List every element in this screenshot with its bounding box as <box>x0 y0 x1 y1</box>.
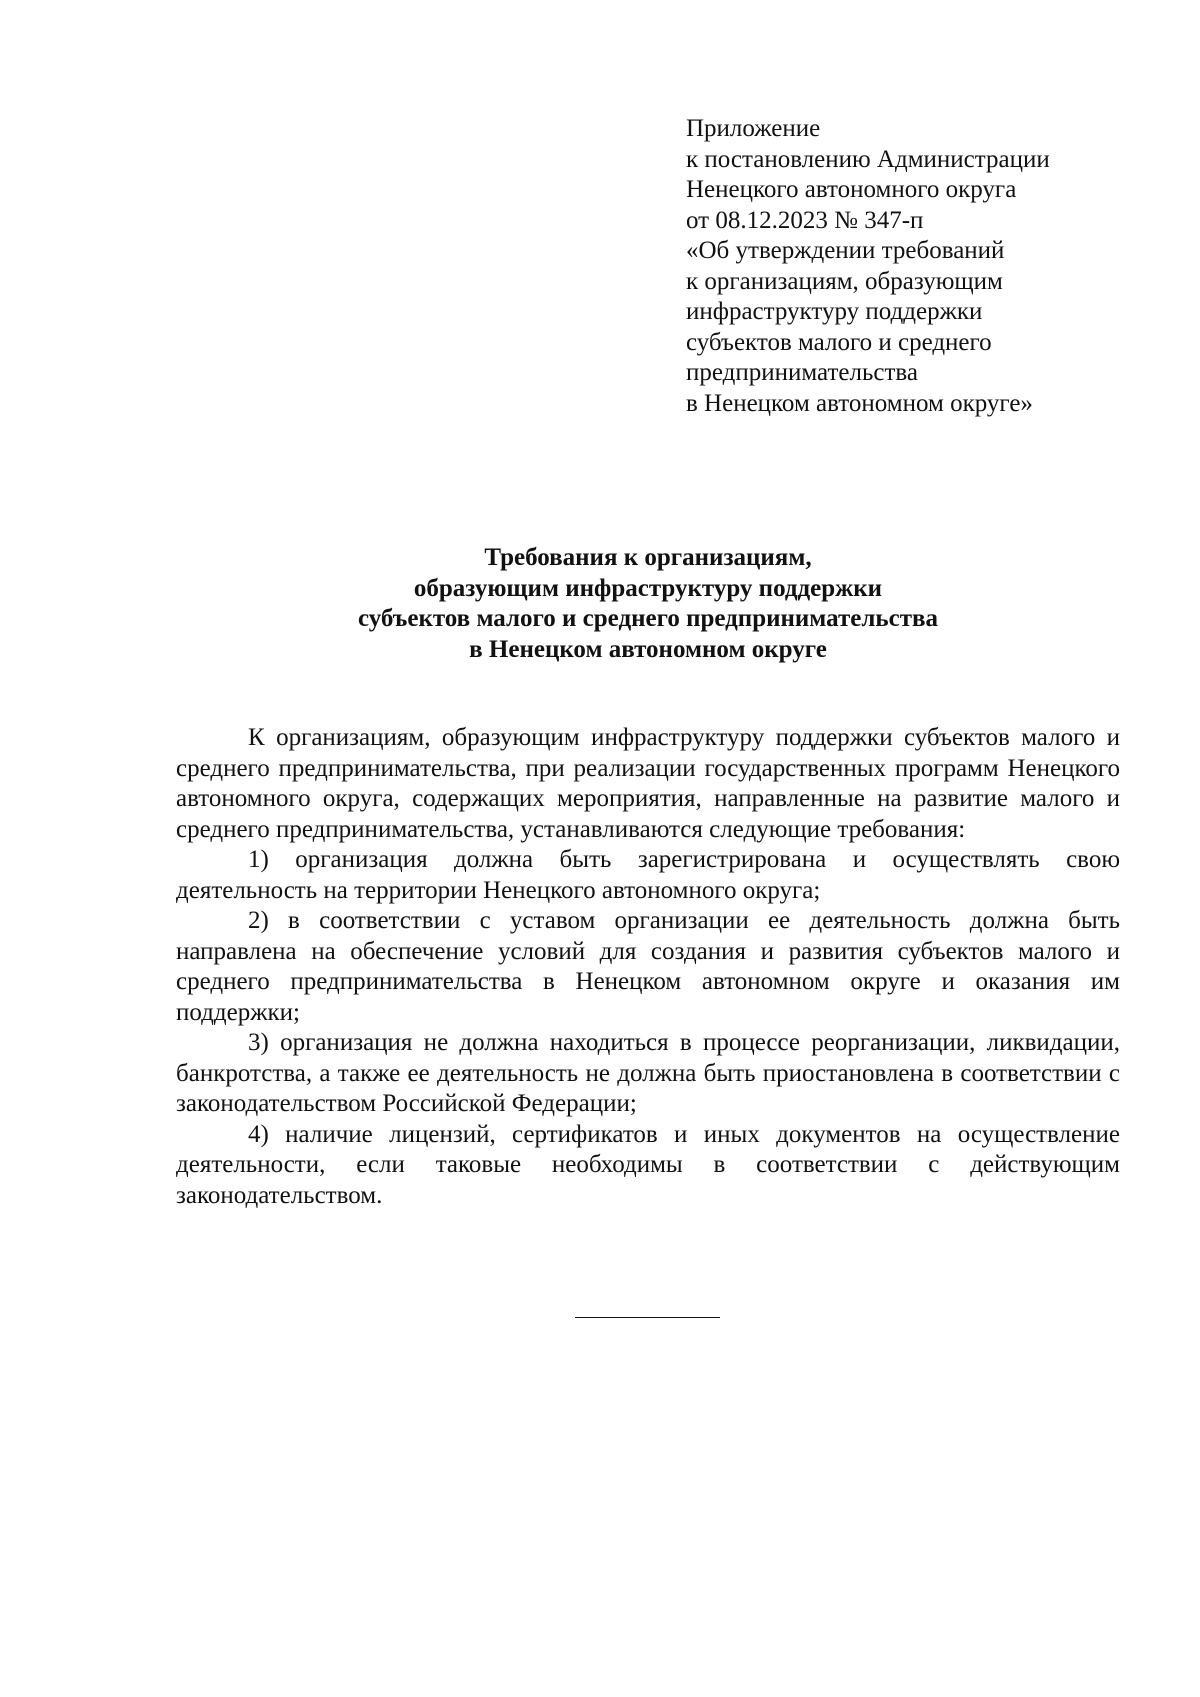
appendix-line: предпринимательства <box>686 359 918 386</box>
title-line: субъектов малого и среднего предпринимательства <box>357 605 939 632</box>
appendix-line: инфраструктуру поддержки <box>686 298 983 325</box>
appendix-line: от 08.12.2023 № 347-п <box>686 206 924 234</box>
appendix-line: субъектов малого и среднего <box>686 328 992 356</box>
requirement-item-4: 4) наличие лицензий, сертификатов и иных документов на осуществление деятельности, если таковые необходимы в соответствии с действующим законодательством. <box>176 1120 1120 1209</box>
appendix-line: Ненецкого автономного округа <box>686 176 1017 203</box>
title-line: Требования к организациям, <box>484 544 812 571</box>
appendix-line: к организациям, образующим <box>686 267 1003 295</box>
intro-paragraph: К организациям, образующим инфраструктуру поддержки субъектов малого и среднего предпринимательства, при реализации государственных программ Ненецкого автономного округа, содержащих мероприятия, направленные на развитие малого и среднего предпринимательства, устанавливаются следующие требования: <box>176 724 1120 843</box>
appendix-block <box>686 114 1166 419</box>
document-title <box>176 543 1120 665</box>
end-separator-line <box>575 1317 720 1318</box>
appendix-line: «Об утверждении требований <box>686 237 1005 264</box>
appendix-line: к постановлению Администрации <box>686 145 1050 173</box>
appendix-line: Приложение <box>686 115 821 142</box>
appendix-line: в Ненецком автономном округе» <box>686 389 1033 417</box>
document-body <box>176 723 1120 1211</box>
title-line: в Ненецком автономном округе <box>469 635 827 663</box>
requirement-item-2: 2) в соответствии с уставом организации ее деятельность должна быть направлена на обеспечение условий для создания и развития субъектов малого и среднего предпринимательства в Ненецком автономном округе и оказания им поддержки; <box>176 907 1120 1026</box>
requirement-item-1: 1) организация должна быть зарегистрирована и осуществлять свою деятельность на территории Ненецкого автономного округа; <box>176 846 1120 904</box>
requirement-item-3: 3) организация не должна находиться в процессе реорганизации, ликвидации, банкротства, а также ее деятельность не должна быть приостановлена в соответствии с законодательством Российской Федерации; <box>176 1029 1120 1117</box>
title-line: образующим инфраструктуру поддержки <box>413 574 883 602</box>
